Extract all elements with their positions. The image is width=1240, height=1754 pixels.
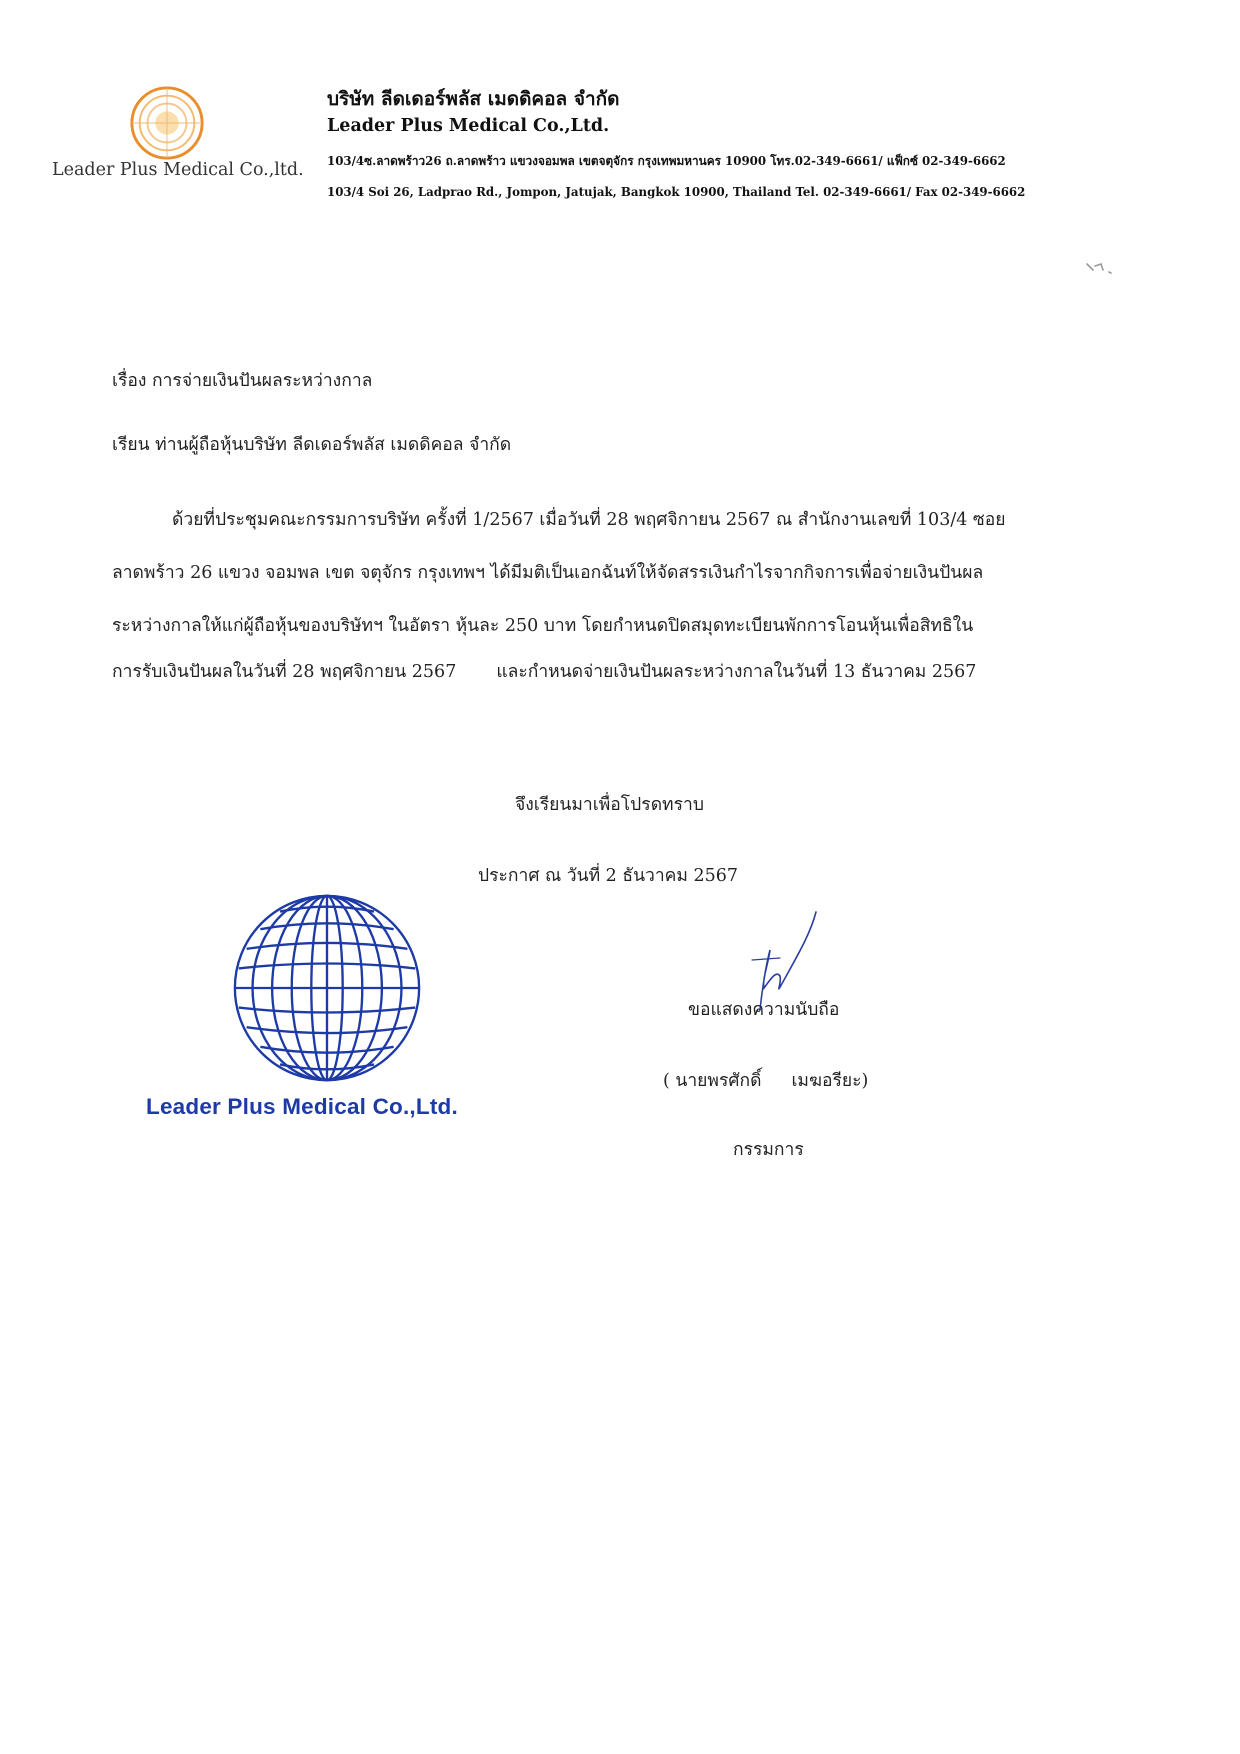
body-line-4 [112,657,976,685]
body-line-4-part-a: การรับเงินปันผลในวันที่ 28 พฤศจิกายน 2567 [112,662,457,682]
body-line-2: ลาดพร้าว 26 แขวง จอมพล เขต จตุจักร กรุงเทพฯ ได้มีมติเป็นเอกฉันท์ให้จัดสรรเงินกำไรจากกิจการเพื่อจ่ายเงินปันผล [112,563,984,583]
signer-name-first: ( นายพรศักดิ์ [663,1071,762,1091]
pen-mark [1085,258,1125,278]
company-name-en: Leader Plus Medical Co.,Ltd. [327,116,610,136]
signer-name [663,1066,868,1094]
body-line-1: ด้วยที่ประชุมคณะกรรมการบริษัท ครั้งที่ 1/2567 เมื่อวันที่ 28 พฤศจิกายน 2567 ณ สำนักงานเลขที่ 103/4 ซอย [172,510,1006,530]
letter-addressee: เรียน ท่านผู้ถือหุ้นบริษัท ลีดเดอร์พลัส เมดดิคอล จำกัด [112,435,512,455]
address-en: 103/4 Soi 26, Ladprao Rd., Jompon, Jatujak, Bangkok 10900, Thailand Tel. 02-349-6661/ Fax 02-349-6662 [327,185,1026,199]
company-logo [128,84,206,162]
body-line-3: ระหว่างกาลให้แก่ผู้ถือหุ้นของบริษัทฯ ในอัตรา หุ้นละ 250 บาท โดยกำหนดปิดสมุดทะเบียนพักการโอนหุ้นเพื่อสิทธิใน [112,616,974,636]
regards-line: ขอแสดงความนับถือ [688,1000,840,1020]
address-th: 103/4ซ.ลาดพร้าว26 ถ.ลาดพร้าว แขวงจอมพล เขตจตุจักร กรุงเทพมหานคร 10900 โทร.02-349-6661/ แฟ็กซ์ 02-349-6662 [327,154,1006,168]
company-name-th: บริษัท ลีดเดอร์พลัส เมดดิคอล จำกัด [327,88,620,110]
company-stamp-globe [226,890,428,1086]
closing-line: จึงเรียนมาเพื่อโปรดทราบ [515,795,704,815]
signer-name-last: เมฆอรียะ) [791,1071,869,1091]
body-line-4-part-b: และกำหนดจ่ายเงินปันผลระหว่างกาลในวันที่ 13 ธันวาคม 2567 [496,662,977,682]
logo-caption: Leader Plus Medical Co.,ltd. [52,160,304,180]
announce-date: ประกาศ ณ วันที่ 2 ธันวาคม 2567 [478,866,739,886]
signer-position: กรรมการ [733,1140,804,1160]
letter-subject: เรื่อง การจ่ายเงินปันผลระหว่างกาล [112,371,373,391]
stamp-company-name: Leader Plus Medical Co.,Ltd. [146,1094,458,1119]
